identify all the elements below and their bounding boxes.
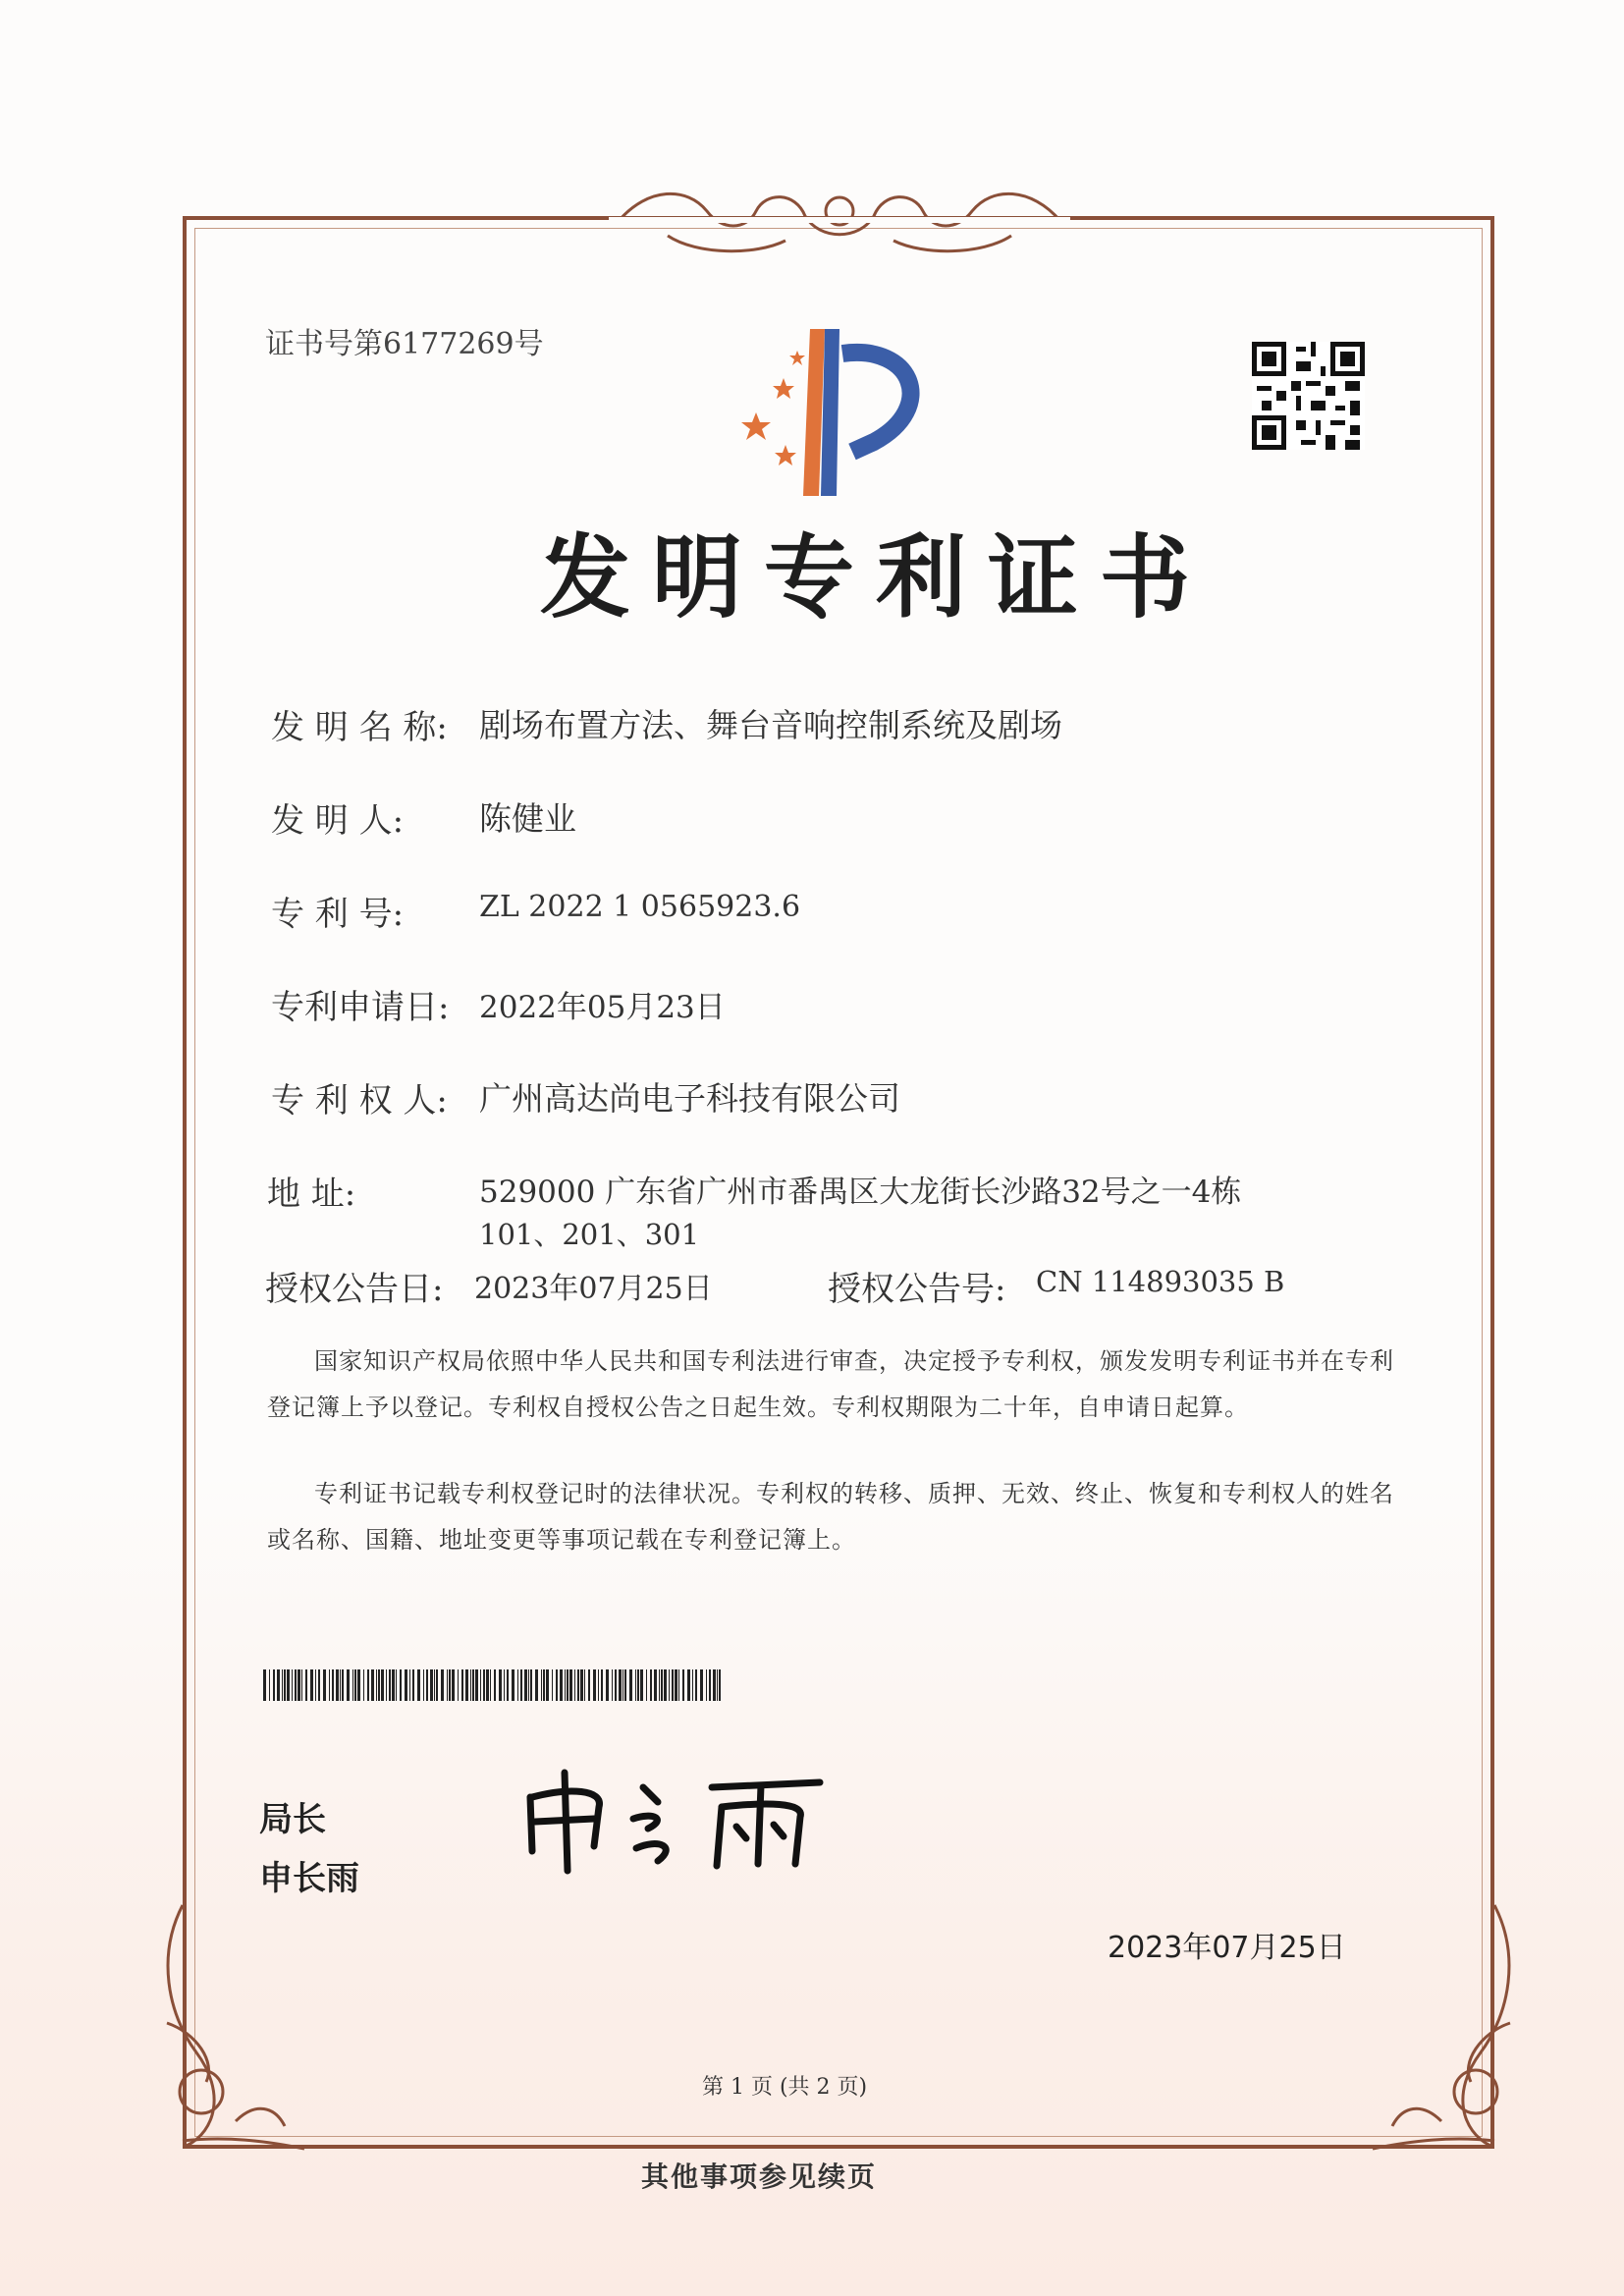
address-label: 地 址: — [267, 1175, 356, 1214]
barcode-bar — [692, 1669, 693, 1701]
barcode-bar — [342, 1669, 344, 1701]
barcode-bar — [593, 1669, 596, 1701]
barcode-bar — [629, 1669, 632, 1701]
barcode-bar — [706, 1669, 707, 1701]
barcode-bar — [376, 1669, 377, 1701]
barcode-bar — [524, 1669, 527, 1701]
barcode-bar — [417, 1669, 420, 1701]
barcode-bar — [354, 1669, 356, 1701]
barcode-bar — [687, 1669, 690, 1701]
barcode-bar — [486, 1669, 489, 1701]
barcode-bar — [584, 1669, 585, 1701]
barcode-bar — [635, 1669, 636, 1701]
barcode-bar — [567, 1669, 568, 1701]
barcode-bar — [640, 1669, 643, 1701]
barcode-bar — [310, 1669, 313, 1701]
barcode-bar — [520, 1669, 522, 1701]
grant-number-value: CN 114893035 B — [1036, 1265, 1285, 1298]
barcode-bar — [412, 1669, 414, 1701]
barcode-bar — [292, 1669, 293, 1701]
barcode-bar — [340, 1669, 341, 1701]
barcode-bar — [447, 1669, 448, 1701]
barcode-bar — [323, 1669, 326, 1701]
barcode-bar — [517, 1669, 518, 1701]
signatory-title: 局长 — [259, 1800, 326, 1839]
barcode-bar — [528, 1669, 529, 1701]
barcode-bar — [386, 1669, 387, 1701]
barcode-bar — [507, 1669, 509, 1701]
barcode-bar — [329, 1669, 330, 1701]
barcode-bar — [434, 1669, 435, 1701]
barcode-bar — [678, 1669, 679, 1701]
barcode-bar — [363, 1669, 364, 1701]
certificate-statement-1: 国家知识产权局依照中华人民共和国专利法进行审查，决定授予专利权，颁发发明专利证书并在专利登记簿上予以登记。专利权自授权公告之日起生效。专利权期限为二十年，自申请日起算。 — [267, 1347, 1394, 1421]
address-line-2: 101、201、301 — [479, 1218, 700, 1251]
filing-date-value: 2022年05月23日 — [479, 990, 726, 1025]
barcode-bar — [426, 1669, 428, 1701]
certificate-title: 发明专利证书 — [540, 524, 1213, 630]
barcode-bar — [615, 1669, 617, 1701]
barcode-bar — [624, 1669, 626, 1701]
barcode-bar — [637, 1669, 639, 1701]
barcode-bar — [588, 1669, 590, 1701]
barcode-bar — [470, 1669, 471, 1701]
barcode-bar — [392, 1669, 395, 1701]
barcode-bar — [606, 1669, 609, 1701]
patent-number-label: 专 利 号: — [271, 895, 405, 934]
grant-number-label: 授权公告号: — [828, 1270, 1006, 1309]
barcode-bar — [713, 1669, 716, 1701]
certificate-statement-2: 专利证书记载专利权登记时的法律状况。专利权的转移、质押、无效、终止、恢复和专利权人的姓名或名称、国籍、地址变更等事项记载在专利登记簿上。 — [267, 1480, 1394, 1554]
page-indicator: 第 1 页 (共 2 页) — [702, 2075, 868, 2100]
barcode-bar — [646, 1669, 647, 1701]
barcode-bar — [494, 1669, 496, 1701]
barcode-bar — [378, 1669, 380, 1701]
barcode-bar — [695, 1669, 697, 1701]
barcode-bar — [332, 1669, 334, 1701]
barcode-bar — [458, 1669, 459, 1701]
inventor-label: 发 明 人: — [271, 801, 405, 841]
barcode-bar — [661, 1669, 663, 1701]
barcode-bar — [565, 1669, 566, 1701]
barcode-bar — [535, 1669, 538, 1701]
patentee-value: 广州高达尚电子科技有限公司 — [479, 1079, 900, 1118]
barcode-bar — [465, 1669, 468, 1701]
barcode-bar — [405, 1669, 407, 1701]
address-line-1: 529000 广东省广州市番禺区大龙街长沙路32号之一4栋 — [479, 1175, 1242, 1210]
barcode-bar — [347, 1669, 350, 1701]
barcode-bar — [461, 1669, 463, 1701]
barcode-bar — [472, 1669, 474, 1701]
barcode-bar — [598, 1669, 599, 1701]
barcode-bar — [530, 1669, 532, 1701]
filing-date-label: 专利申请日: — [271, 988, 450, 1027]
patent-office-logo-icon — [727, 319, 952, 501]
top-ornament-icon — [609, 182, 1070, 260]
barcode-bar — [669, 1669, 670, 1701]
barcode-bar — [654, 1669, 657, 1701]
barcode-bar — [284, 1669, 286, 1701]
barcode-bar — [659, 1669, 660, 1701]
barcode-bar — [541, 1669, 542, 1701]
barcode-bar — [301, 1669, 302, 1701]
patentee-label: 专 利 权 人: — [271, 1081, 448, 1121]
barcode-bar — [282, 1669, 283, 1701]
barcode-bar — [574, 1669, 575, 1701]
invention-name-value: 剧场布置方法、舞台音响控制系统及剧场 — [479, 706, 1062, 744]
barcode-bar — [483, 1669, 485, 1701]
footer-note: 其他事项参见续页 — [641, 2160, 878, 2193]
barcode-bar — [475, 1669, 478, 1701]
barcode-bar — [499, 1669, 502, 1701]
barcode-bar — [436, 1669, 438, 1701]
barcode-bar — [263, 1669, 266, 1701]
barcode-bar — [389, 1669, 391, 1701]
barcode-bar — [430, 1669, 433, 1701]
barcode-bar — [449, 1669, 451, 1701]
invention-name-label: 发 明 名 称: — [271, 708, 448, 747]
grant-date-label: 授权公告日: — [265, 1270, 444, 1309]
barcode-bar — [612, 1669, 613, 1701]
certificate-number: 证书号第6177269号 — [265, 327, 544, 361]
barcode-bar — [675, 1669, 677, 1701]
barcode-bar — [480, 1669, 481, 1701]
barcode-bar — [409, 1669, 410, 1701]
barcode-bar — [569, 1669, 572, 1701]
bottom-left-ornament-icon — [147, 1895, 314, 2160]
barcode-bar — [400, 1669, 402, 1701]
qr-code-icon — [1252, 342, 1365, 450]
barcode-bar — [357, 1669, 360, 1701]
bottom-right-ornament-icon — [1363, 1895, 1530, 2160]
barcode-bar — [336, 1669, 339, 1701]
barcode-bar — [580, 1669, 583, 1701]
barcode-bar — [717, 1669, 718, 1701]
barcode-bar — [650, 1669, 652, 1701]
barcode-bar — [381, 1669, 384, 1701]
barcode-bar — [552, 1669, 553, 1701]
patent-number-value: ZL 2022 1 0565923.6 — [479, 890, 801, 924]
barcode-bar — [441, 1669, 444, 1701]
barcode-bar — [546, 1669, 549, 1701]
barcode-bar — [512, 1669, 514, 1701]
inventor-value: 陈健业 — [479, 799, 576, 838]
barcode-bar — [560, 1669, 563, 1701]
barcode-bar — [601, 1669, 603, 1701]
barcode-bar — [700, 1669, 703, 1701]
barcode-bar — [682, 1669, 684, 1701]
barcode-bar — [287, 1669, 290, 1701]
barcode-bar — [577, 1669, 579, 1701]
barcode-bar — [396, 1669, 397, 1701]
handwritten-signature — [511, 1758, 844, 1876]
signature-date: 2023年07月25日 — [1108, 1931, 1346, 1965]
barcode-bar — [664, 1669, 667, 1701]
barcode-bar — [277, 1669, 280, 1701]
barcode-bar — [452, 1669, 455, 1701]
barcode-icon — [263, 1669, 727, 1701]
barcode-bar — [315, 1669, 316, 1701]
barcode-bar — [318, 1669, 320, 1701]
barcode-bar — [298, 1669, 300, 1701]
barcode-bar — [423, 1669, 424, 1701]
barcode-bar — [295, 1669, 297, 1701]
barcode-bar — [371, 1669, 374, 1701]
barcode-bar — [504, 1669, 505, 1701]
barcode-bar — [709, 1669, 711, 1701]
signatory-name: 申长雨 — [259, 1859, 359, 1898]
barcode-bar — [619, 1669, 622, 1701]
barcode-bar — [367, 1669, 369, 1701]
grant-date-value: 2023年07月25日 — [474, 1272, 713, 1306]
barcode-bar — [543, 1669, 545, 1701]
barcode-bar — [490, 1669, 491, 1701]
barcode-bar — [352, 1669, 353, 1701]
barcode-bar — [269, 1669, 270, 1701]
barcode-bar — [719, 1669, 721, 1701]
barcode-bar — [273, 1669, 275, 1701]
barcode-bar — [305, 1669, 307, 1701]
barcode-bar — [556, 1669, 558, 1701]
barcode-bar — [672, 1669, 674, 1701]
